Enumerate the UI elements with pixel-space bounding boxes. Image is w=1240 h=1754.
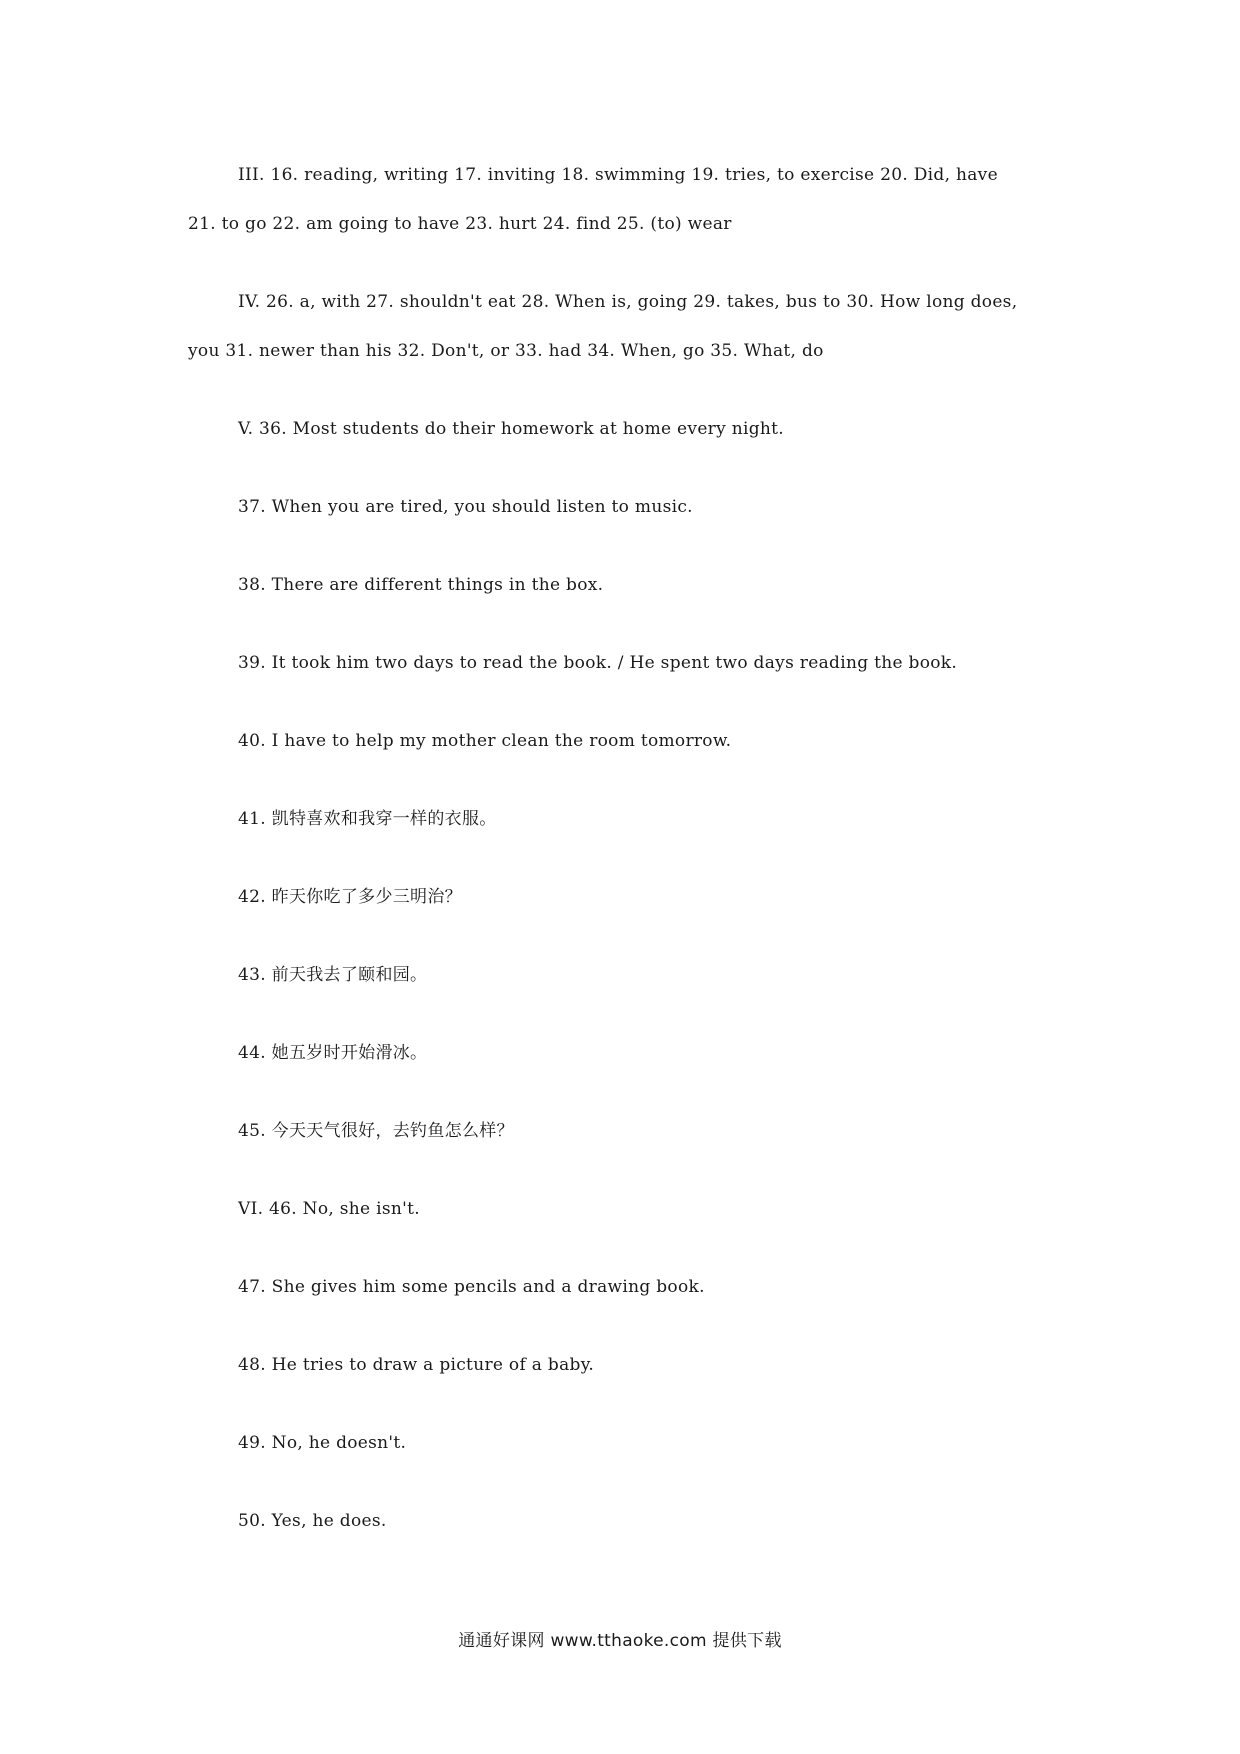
- answer-41: 41. 凯特喜欢和我穿一样的衣服。: [238, 809, 497, 829]
- section-4-line-2: you 31. newer than his 32. Don't, or 33. had 34. When, go 35. What, do: [188, 341, 824, 361]
- answer-46: VI. 46. No, she isn't.: [238, 1199, 420, 1219]
- answer-44: 44. 她五岁时开始滑冰。: [238, 1043, 428, 1063]
- answer-49: 49. No, he doesn't.: [238, 1433, 407, 1453]
- section-3-line-1: III. 16. reading, writing 17. inviting 18. swimming 19. tries, to exercise 20. Did, have: [238, 165, 998, 185]
- answer-36: V. 36. Most students do their homework at home every night.: [238, 419, 784, 439]
- answer-39: 39. It took him two days to read the book. / He spent two days reading the book.: [238, 653, 958, 673]
- page-footer: 通通好课网 www.tthaoke.com 提供下载: [458, 1631, 782, 1651]
- answer-38: 38. There are different things in the box.: [238, 575, 604, 595]
- answer-48: 48. He tries to draw a picture of a baby.: [238, 1355, 595, 1375]
- answer-50: 50. Yes, he does.: [238, 1511, 387, 1531]
- section-4-line-1: IV. 26. a, with 27. shouldn't eat 28. When is, going 29. takes, bus to 30. How long does,: [238, 292, 1018, 312]
- section-3-line-2: 21. to go 22. am going to have 23. hurt 24. find 25. (to) wear: [188, 214, 732, 234]
- answer-42: 42. 昨天你吃了多少三明治？: [238, 887, 462, 907]
- answer-45: 45. 今天天气很好，去钓鱼怎么样？: [238, 1121, 514, 1141]
- answer-37: 37. When you are tired, you should listen to music.: [238, 497, 693, 517]
- answer-47: 47. She gives him some pencils and a drawing book.: [238, 1277, 705, 1297]
- answer-43: 43. 前天我去了颐和园。: [238, 965, 428, 985]
- answer-40: 40. I have to help my mother clean the room tomorrow.: [238, 731, 732, 751]
